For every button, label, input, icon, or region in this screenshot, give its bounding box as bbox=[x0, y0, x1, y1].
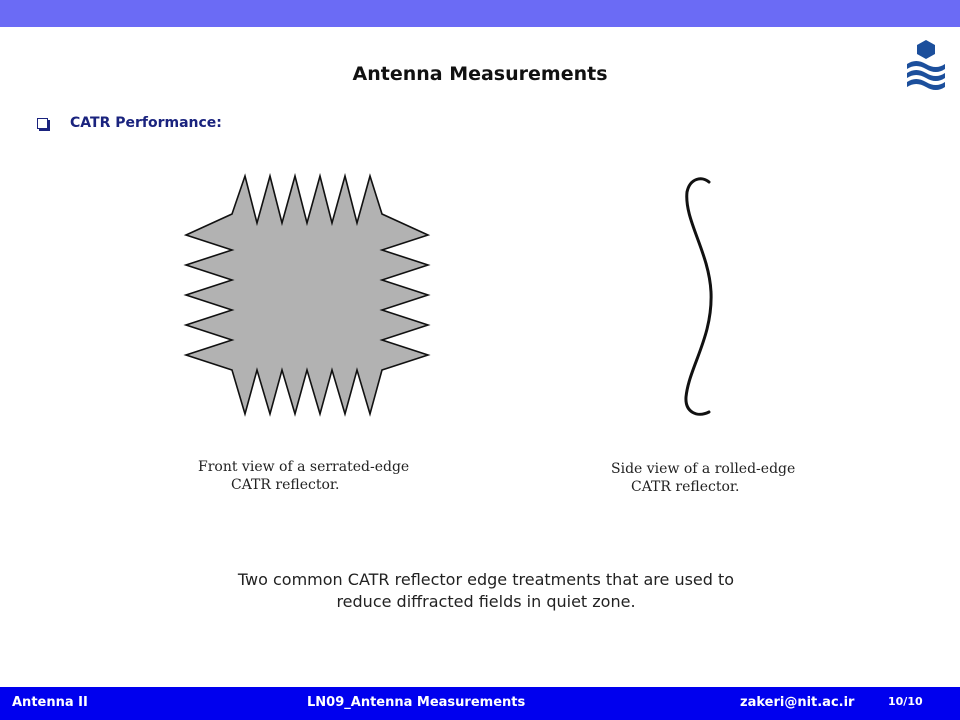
front-caption-line1: Front view of a serrated-edge bbox=[198, 459, 410, 475]
serrated-reflector-figure bbox=[170, 168, 450, 426]
top-bar bbox=[0, 0, 960, 27]
front-view-caption bbox=[198, 458, 409, 494]
bullet-item bbox=[37, 115, 222, 131]
summary-line1: Two common CATR reflector edge treatments that are used to bbox=[237, 570, 735, 589]
university-logo-icon bbox=[904, 38, 948, 96]
footer-lecture: LN09_Antenna Measurements bbox=[307, 695, 526, 710]
footer-page-number: 10/10 bbox=[888, 695, 923, 708]
side-view-caption bbox=[611, 460, 795, 496]
side-caption-line1: Side view of a rolled-edge bbox=[611, 461, 796, 477]
summary-line2: reduce diffracted fields in quiet zone. bbox=[336, 592, 636, 611]
serrated-reflector-shape bbox=[186, 176, 428, 414]
footer-course: Antenna II bbox=[12, 695, 88, 710]
summary-text bbox=[150, 569, 822, 613]
footer-email: zakeri@nit.ac.ir bbox=[740, 695, 855, 710]
slide-title: Antenna Measurements bbox=[352, 63, 608, 85]
front-caption-line2: CATR reflector. bbox=[231, 477, 340, 493]
rolled-edge-reflector-figure bbox=[664, 172, 734, 422]
checkbox-bullet-icon bbox=[37, 118, 48, 129]
bullet-text: CATR Performance: bbox=[70, 115, 222, 131]
rolled-edge-curve bbox=[686, 179, 711, 414]
footer-bar bbox=[0, 687, 960, 720]
side-caption-line2: CATR reflector. bbox=[631, 479, 740, 495]
